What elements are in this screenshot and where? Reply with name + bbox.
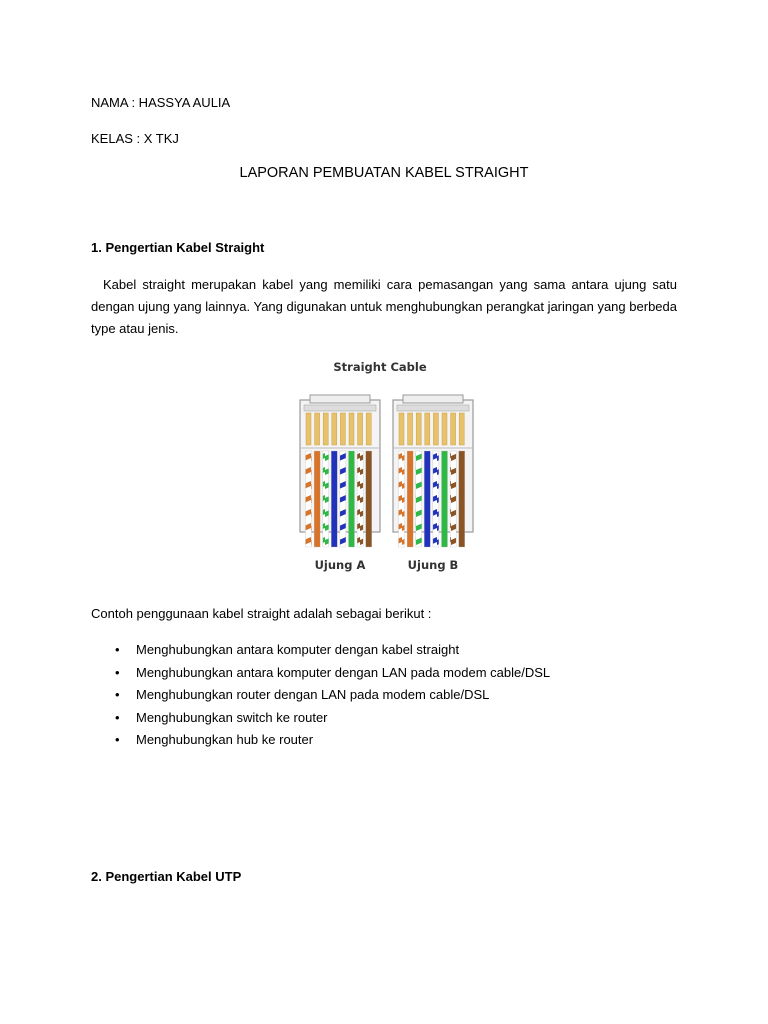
list-item-text: Menghubungkan antara komputer dengan LAN pada modem cable/DSL bbox=[136, 664, 551, 680]
wire-white-green bbox=[323, 451, 329, 547]
gold-pin bbox=[451, 413, 456, 445]
gold-pin bbox=[408, 413, 413, 445]
wire-brown bbox=[366, 451, 372, 547]
examples-intro: Contoh penggunaan kabel straight adalah sebagai berikut : bbox=[91, 606, 432, 621]
figure-title: Straight Cable bbox=[333, 360, 427, 374]
wire-green bbox=[349, 451, 355, 547]
contact-header bbox=[397, 405, 469, 411]
wire-brown bbox=[459, 451, 465, 547]
gold-pin bbox=[366, 413, 371, 445]
gold-pin bbox=[416, 413, 421, 445]
connector-a bbox=[300, 395, 380, 547]
wire-orange bbox=[314, 451, 320, 547]
list-item bbox=[91, 729, 550, 752]
connector-tab bbox=[403, 395, 463, 403]
examples-list bbox=[91, 639, 550, 752]
student-name: NAMA : HASSYA AULIA bbox=[91, 95, 231, 110]
gold-pin bbox=[306, 413, 311, 445]
gold-pin bbox=[349, 413, 354, 445]
wire-blue bbox=[331, 451, 337, 547]
gold-pin bbox=[358, 413, 363, 445]
section-1-paragraph: Kabel straight merupakan kabel yang memiliki cara pemasangan yang sama antara ujung satu dengan ujung yang lainnya. Yang digunakan untuk menghubungkan perangkat jaringan yang berbeda type atau jenis. bbox=[91, 277, 677, 336]
gold-pin bbox=[459, 413, 464, 445]
list-item bbox=[91, 662, 550, 685]
gold-pin bbox=[323, 413, 328, 445]
wire-white-green bbox=[416, 451, 422, 547]
wire-white-blue bbox=[340, 451, 346, 547]
list-item-text: Menghubungkan switch ke router bbox=[136, 709, 328, 725]
label-ujung-a: Ujung A bbox=[314, 558, 366, 572]
wire-white-orange bbox=[399, 451, 405, 547]
wire-white-brown bbox=[357, 451, 363, 547]
wire-blue bbox=[424, 451, 430, 547]
wire-green bbox=[442, 451, 448, 547]
wire-white-brown bbox=[450, 451, 456, 547]
gold-pin bbox=[399, 413, 404, 445]
student-class: KELAS : X TKJ bbox=[91, 131, 179, 146]
section-2-heading: 2. Pengertian Kabel UTP bbox=[91, 869, 242, 884]
list-item bbox=[91, 707, 550, 730]
gold-pin bbox=[315, 413, 320, 445]
gold-pin bbox=[332, 413, 337, 445]
bullet-symbol: • bbox=[115, 732, 120, 747]
gold-pin bbox=[425, 413, 430, 445]
gold-pin bbox=[442, 413, 447, 445]
straight-cable-svg bbox=[290, 355, 490, 580]
list-item bbox=[91, 639, 550, 662]
gold-pin bbox=[340, 413, 345, 445]
contact-header bbox=[304, 405, 376, 411]
list-item bbox=[91, 684, 550, 707]
bullet-symbol: • bbox=[115, 709, 120, 725]
connector-tab bbox=[310, 395, 370, 403]
list-item-text: Menghubungkan router dengan LAN pada modem cable/DSL bbox=[136, 687, 490, 702]
straight-cable-diagram bbox=[290, 355, 490, 580]
bullet-symbol: • bbox=[115, 642, 120, 657]
label-ujung-b: Ujung B bbox=[407, 558, 459, 572]
bullet-symbol: • bbox=[115, 664, 120, 680]
wire-white-orange bbox=[306, 451, 312, 547]
list-item-text: Menghubungkan hub ke router bbox=[136, 732, 314, 747]
connector-b bbox=[393, 395, 473, 547]
gold-pin bbox=[433, 413, 438, 445]
bullet-symbol: • bbox=[115, 687, 120, 702]
section-1-heading: 1. Pengertian Kabel Straight bbox=[91, 240, 265, 255]
wire-white-blue bbox=[433, 451, 439, 547]
wire-orange bbox=[407, 451, 413, 547]
report-title: LAPORAN PEMBUATAN KABEL STRAIGHT bbox=[239, 165, 529, 181]
list-item-text: Menghubungkan antara komputer dengan kabel straight bbox=[136, 642, 460, 657]
